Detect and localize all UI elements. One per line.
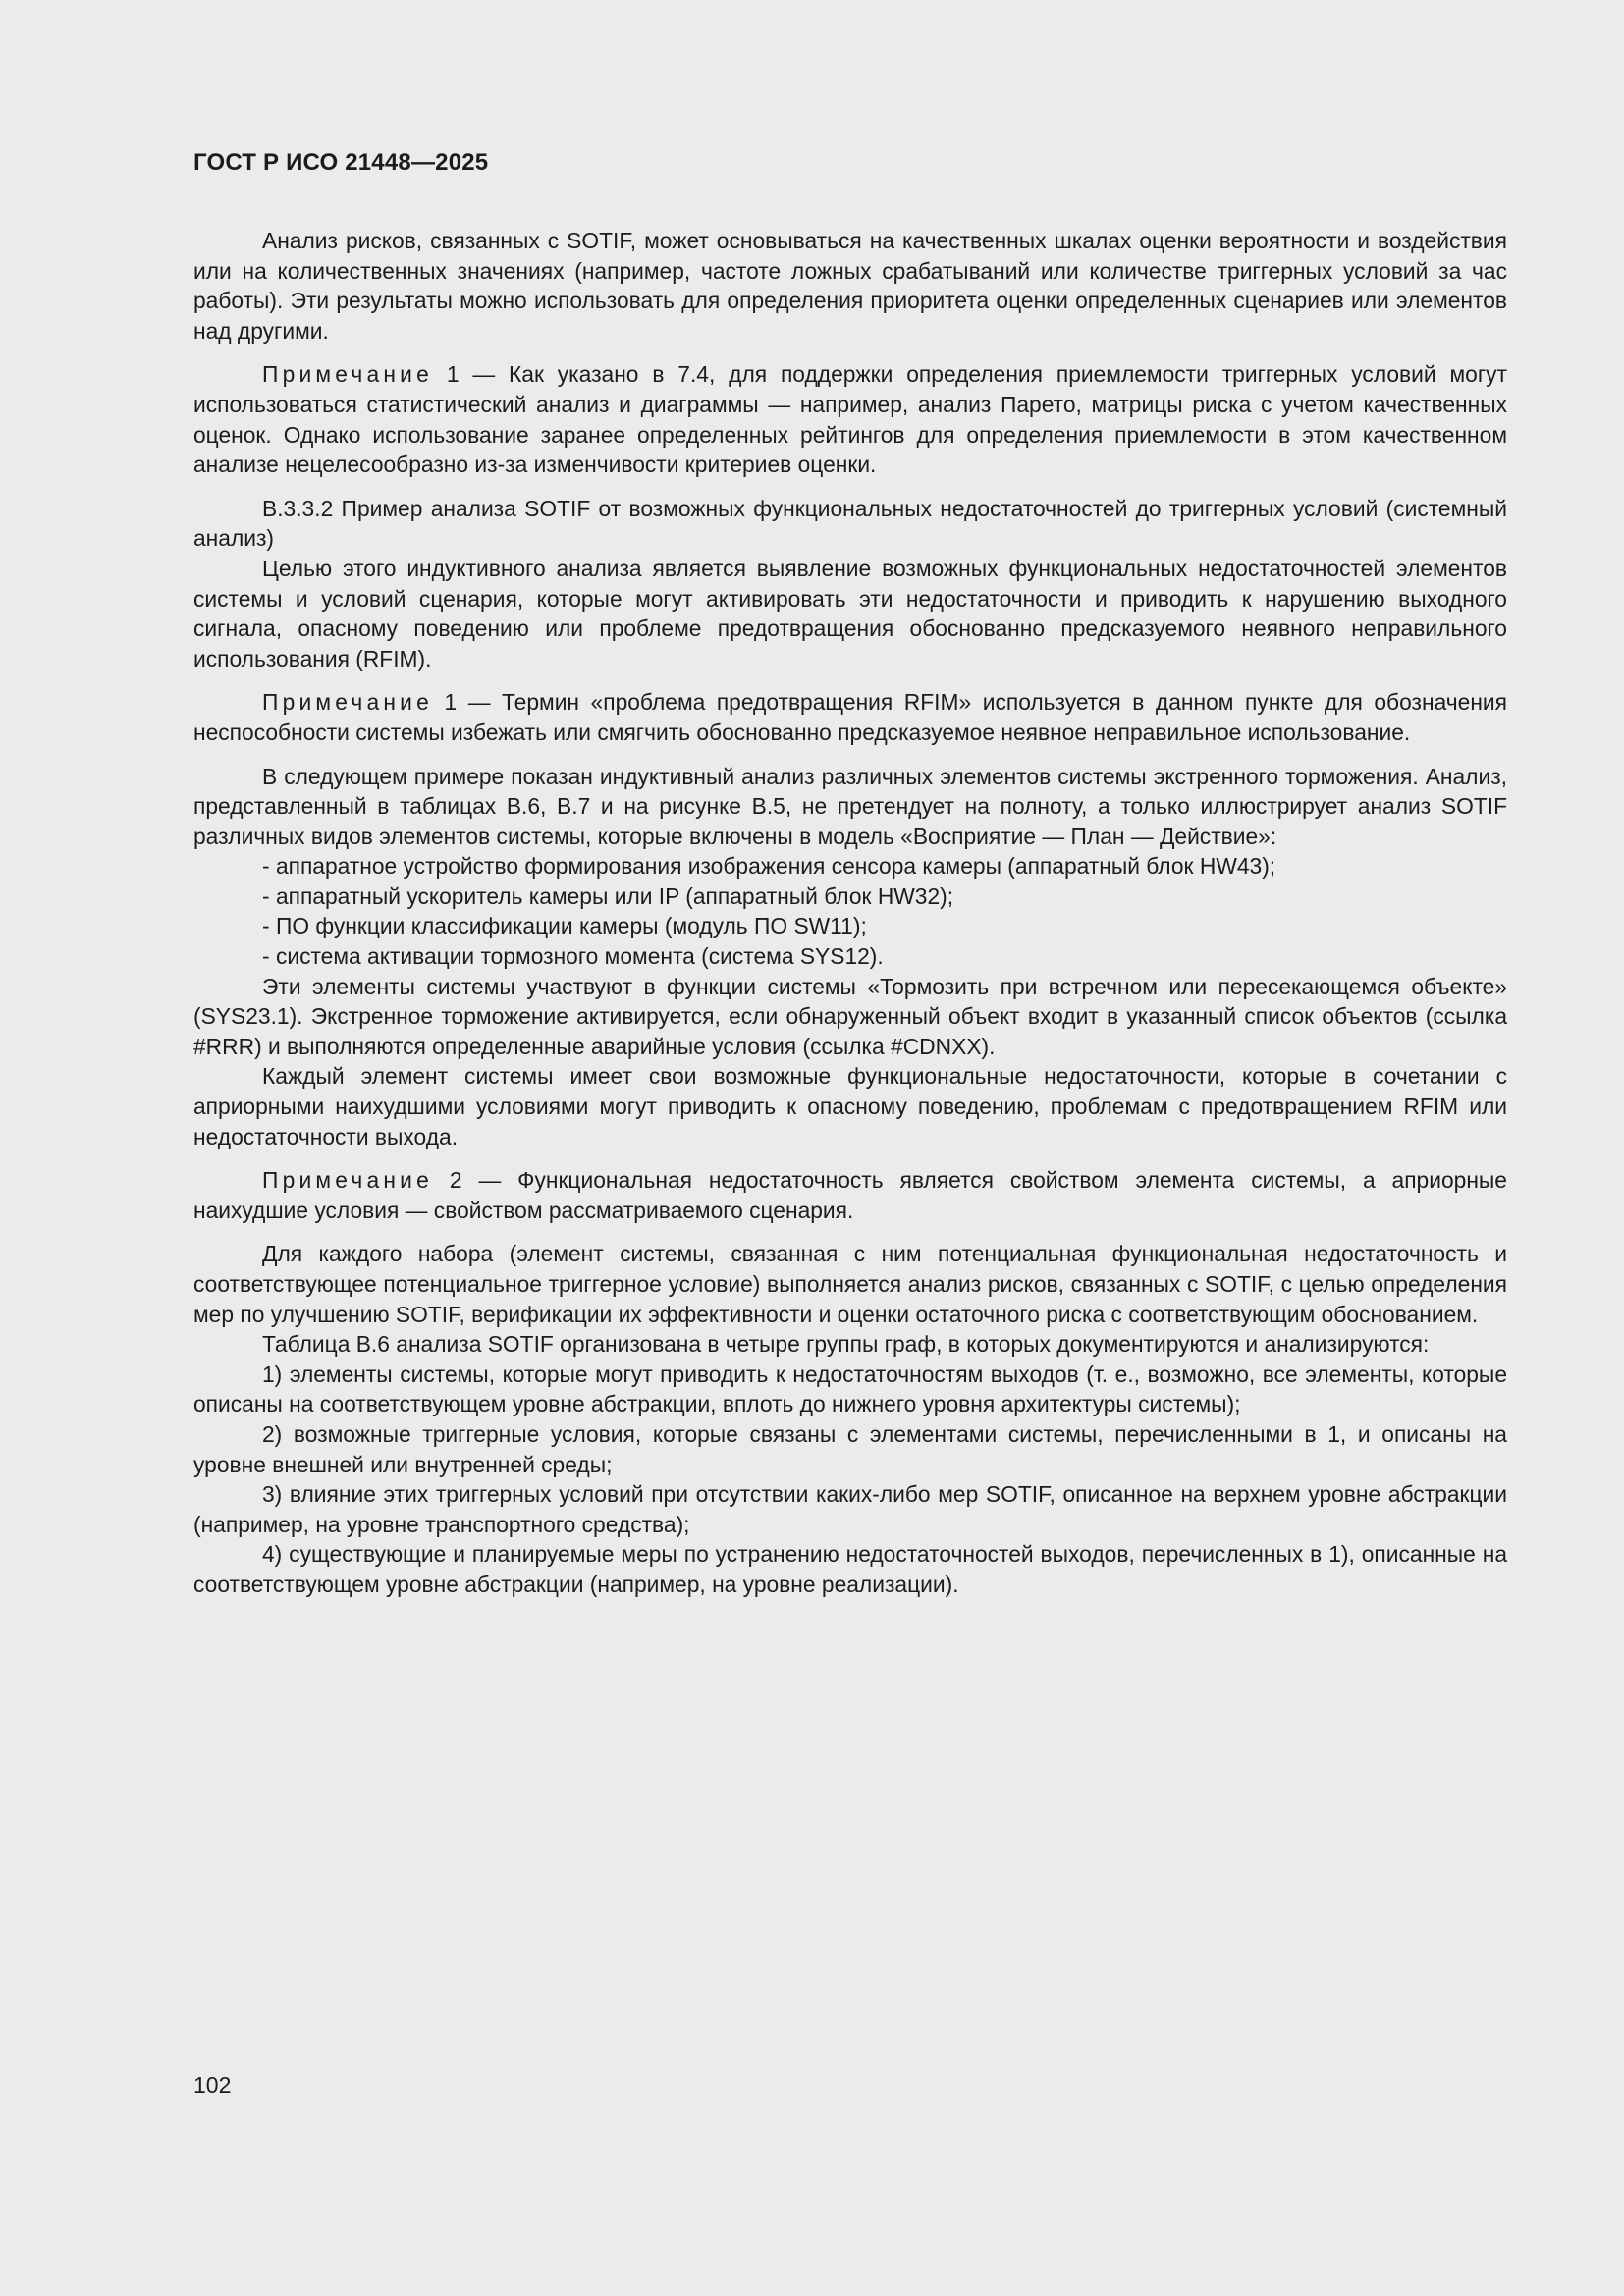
- element-list: [193, 851, 1507, 971]
- note-3: [193, 1165, 1507, 1225]
- note-label: Примечание: [262, 1167, 433, 1194]
- numbered-item: 4) существующие и планируемые меры по устранению недостаточностей выходов, перечисленных в 1), описанные на соответствующем уровне абстракции (например, на уровне реализации).: [193, 1541, 1507, 1597]
- list-item: - аппаратный ускоритель камеры или IP (аппаратный блок HW32);: [262, 881, 1507, 912]
- paragraph: Таблица В.6 анализа SOTIF организована в четыре группы граф, в которых документируются и анализируются:: [262, 1331, 1430, 1358]
- note-text: 2 — Функциональная недостаточность является свойством элемента системы, а априорные наихудшие условия — свойством рассматриваемого сценария.: [193, 1167, 1507, 1223]
- paragraph: Для каждого набора (элемент системы, связанная с ним потенциальная функциональная недостаточность и соответствующее потенциальное триггерное условие) выполняется анализ рисков, связанных с SOTIF, с целью определения мер по улучшению SOTIF, верификации их эффективности и оценки остаточного риска с соответствующим обоснованием.: [193, 1241, 1507, 1327]
- paragraph: Целью этого индуктивного анализа является выявление возможных функциональных недостаточностей элементов системы и условий сценария, которые могут активировать эти недостаточности и приводить к нарушению выходного сигнала, опасному поведению или проблеме предотвращения обоснованно предсказуемого неявного неправильного использования (RFIM).: [193, 555, 1507, 671]
- list-item: - система активации тормозного момента (система SYS12).: [262, 941, 1507, 972]
- section-heading: B.3.3.2 Пример анализа SOTIF от возможных функциональных недостаточностей до триггерных условий (системный анализ): [193, 495, 1507, 552]
- paragraph: Анализ рисков, связанных с SOTIF, может основываться на качественных шкалах оценки вероятности и воздействия или на количественных значениях (например, частоте ложных срабатываний или количестве триггерных условий за час работы). Эти результаты можно использовать для определения приоритета оценки определенных сценариев или элементов над другими.: [193, 228, 1507, 344]
- document-body: [193, 226, 1507, 1600]
- paragraph: Каждый элемент системы имеет свои возможные функциональные недостаточности, которые в сочетании с априорными наихудшими условиями могут приводить к опасному поведению, проблемам с предотвращением RFIM или недостаточности выхода.: [193, 1063, 1507, 1149]
- paragraph: В следующем примере показан индуктивный анализ различных элементов системы экстренного торможения. Анализ, представленный в таблицах В.6, В.7 и на рисунке В.5, не претендует на полноту, а только иллюстрирует анализ SOTIF различных видов элементов системы, которые включены в модель «Восприятие — План — Действие»:: [193, 763, 1507, 849]
- note-1: [193, 359, 1507, 479]
- list-item: - ПО функции классификации камеры (модуль ПО SW11);: [262, 911, 1507, 941]
- note-label: Примечание: [262, 361, 433, 388]
- list-item: - аппаратное устройство формирования изображения сенсора камеры (аппаратный блок HW43);: [262, 851, 1507, 881]
- numbered-item: 1) элементы системы, которые могут приводить к недостаточностям выходов (т. е., возможно, все элементы, которые описаны на соответствующем уровне абстракции, вплоть до нижнего уровня архитектуры системы);: [193, 1361, 1507, 1417]
- paragraph: Эти элементы системы участвуют в функции системы «Тормозить при встречном или пересекающемся объекте» (SYS23.1). Экстренное торможение активируется, если обнаруженный объект входит в указанный список объектов (ссылка #RRR) и выполняются определенные аварийные условия (ссылка #CDNXX).: [193, 973, 1507, 1059]
- page-number: 102: [193, 2072, 232, 2098]
- note-label: Примечание: [262, 689, 433, 716]
- numbered-item: 2) возможные триггерные условия, которые связаны с элементами системы, перечисленными в 1, и описаны на уровне внешней или внутренней среды;: [193, 1420, 1507, 1477]
- note-text: 1 — Термин «проблема предотвращения RFIM» используется в данном пункте для обозначения неспособности системы избежать или смягчить обоснованно предсказуемое неявное неправильное использование.: [193, 689, 1507, 745]
- numbered-item: 3) влияние этих триггерных условий при отсутствии каких-либо мер SOTIF, описанное на верхнем уровне абстракции (например, на уровне транспортного средства);: [193, 1481, 1507, 1537]
- note-2: [193, 687, 1507, 747]
- document-header: ГОСТ Р ИСО 21448—2025: [193, 149, 489, 176]
- note-text: 1 — Как указано в 7.4, для поддержки определения приемлемости триггерных условий могут использоваться статистический анализ и диаграммы — например, анализ Парето, матрицы риска с учетом качественных оценок. Однако использование заранее определенных рейтингов для определения приемлемости в этом качественном анализе нецелесообразно из-за изменчивости критериев оценки.: [193, 361, 1507, 478]
